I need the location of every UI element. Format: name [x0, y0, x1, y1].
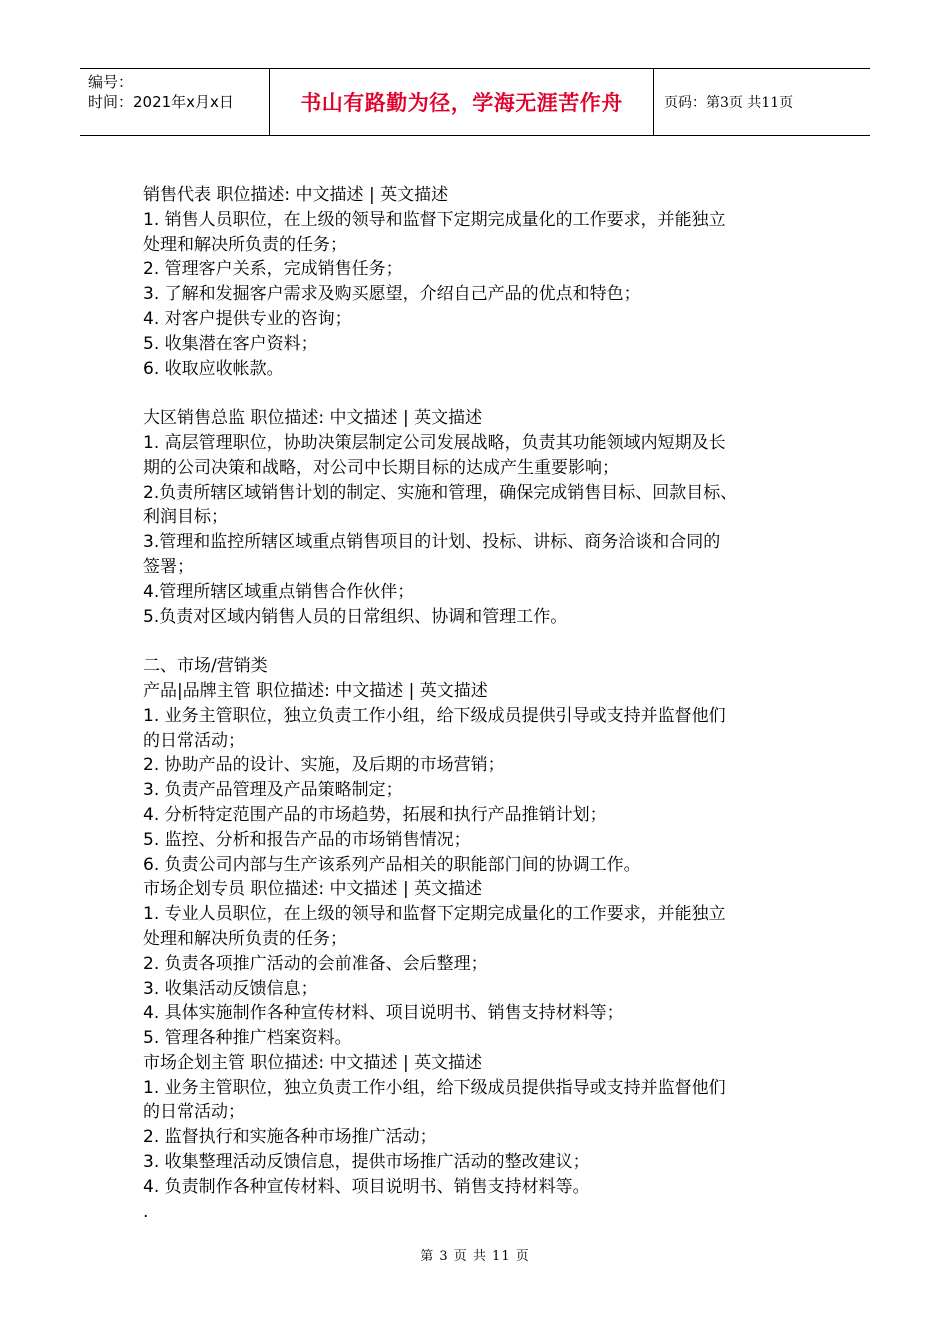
text-line: 6. 负责公司内部与生产该系列产品相关的职能部门间的协调工作。	[143, 854, 641, 875]
text-line: 4. 负责制作各种宣传材料、项目说明书、销售支持材料等。	[143, 1176, 590, 1197]
text-line: 的日常活动；	[143, 1102, 245, 1123]
text-line: 2. 管理客户关系，完成销售任务；	[143, 259, 403, 280]
text-line: 产品|品牌主管 职位描述: 中文描述 | 英文描述	[143, 680, 488, 701]
text-line: 2. 协助产品的设计、实施，及后期的市场营销；	[143, 755, 505, 776]
text-line: 利润目标；	[143, 507, 228, 528]
text-line: 4. 具体实施制作各种宣传材料、项目说明书、销售支持材料等；	[143, 1003, 624, 1024]
header-page-cell	[654, 69, 870, 135]
text-line: .	[143, 1201, 149, 1222]
text-line: 处理和解决所负责的任务；	[143, 234, 347, 255]
text-line: 3. 收集整理活动反馈信息，提供市场推广活动的整改建议；	[143, 1152, 590, 1173]
document-number-label: 编号：	[88, 73, 134, 91]
footer-page-number: 第 3 页 共 11 页	[420, 1249, 530, 1264]
header-motto: 书山有路勤为径，学海无涯苦作舟	[300, 90, 623, 115]
text-line: 4. 对客户提供专业的咨询；	[143, 308, 352, 329]
text-line: 1. 专业人员职位，在上级的领导和监督下定期完成量化的工作要求，并能独立	[143, 904, 726, 925]
text-line: 1. 销售人员职位，在上级的领导和监督下定期完成量化的工作要求，并能独立	[143, 209, 726, 230]
text-line: 5. 管理各种推广档案资料。	[143, 1028, 352, 1049]
text-line	[143, 629, 823, 654]
text-line: 3. 收集活动反馈信息；	[143, 978, 318, 999]
document-time: 时间：2021年x月x日	[88, 93, 234, 111]
text-line: 1. 高层管理职位，协助决策层制定公司发展战略，负责其功能领域内短期及长	[143, 432, 726, 453]
text-line: 市场企划专员 职位描述: 中文描述 | 英文描述	[143, 879, 483, 900]
text-line: 大区销售总监 职位描述: 中文描述 | 英文描述	[143, 408, 483, 429]
text-line: 5. 监控、分析和报告产品的市场销售情况；	[143, 829, 471, 850]
text-line: 1. 业务主管职位，独立负责工作小组，给下级成员提供引导或支持并监督他们	[143, 705, 726, 726]
text-line: 处理和解决所负责的任务；	[143, 928, 347, 949]
page-footer	[0, 1245, 950, 1264]
text-line: 2.负责所辖区域销售计划的制定、实施和管理，确保完成销售目标、回款目标、	[143, 482, 738, 503]
header-motto-cell	[270, 69, 654, 135]
page-header	[80, 68, 870, 136]
text-line: 4. 分析特定范围产品的市场趋势，拓展和执行产品推销计划；	[143, 804, 607, 825]
text-line: 6. 收取应收帐款。	[143, 358, 284, 379]
text-line: 签署；	[143, 556, 194, 577]
text-line: 5. 收集潜在客户资料；	[143, 333, 318, 354]
text-line: 市场企划主管 职位描述: 中文描述 | 英文描述	[143, 1052, 483, 1073]
text-line: 3. 负责产品管理及产品策略制定；	[143, 780, 403, 801]
text-line: 5.负责对区域内销售人员的日常组织、协调和管理工作。	[143, 606, 568, 627]
text-line: 3. 了解和发掘客户需求及购买愿望，介绍自己产品的优点和特色；	[143, 284, 641, 305]
text-line: 2. 负责各项推广活动的会前准备、会后整理；	[143, 953, 488, 974]
text-line: 二、市场/营销类	[143, 656, 268, 677]
document-body	[143, 183, 823, 1224]
text-line: 4.管理所辖区域重点销售合作伙伴；	[143, 581, 415, 602]
text-line	[143, 381, 823, 406]
text-line: 的日常活动；	[143, 730, 245, 751]
header-meta	[80, 69, 270, 135]
text-line: 2. 监督执行和实施各种市场推广活动；	[143, 1127, 437, 1148]
header-page-info: 页码：第3页 共11页	[664, 95, 794, 111]
text-line: 1. 业务主管职位，独立负责工作小组，给下级成员提供指导或支持并监督他们	[143, 1077, 726, 1098]
text-line: 期的公司决策和战略，对公司中长期目标的达成产生重要影响；	[143, 457, 619, 478]
text-line: 3.管理和监控所辖区域重点销售项目的计划、投标、讲标、商务洽谈和合同的	[143, 532, 721, 553]
text-line: 销售代表 职位描述: 中文描述 | 英文描述	[143, 185, 449, 205]
